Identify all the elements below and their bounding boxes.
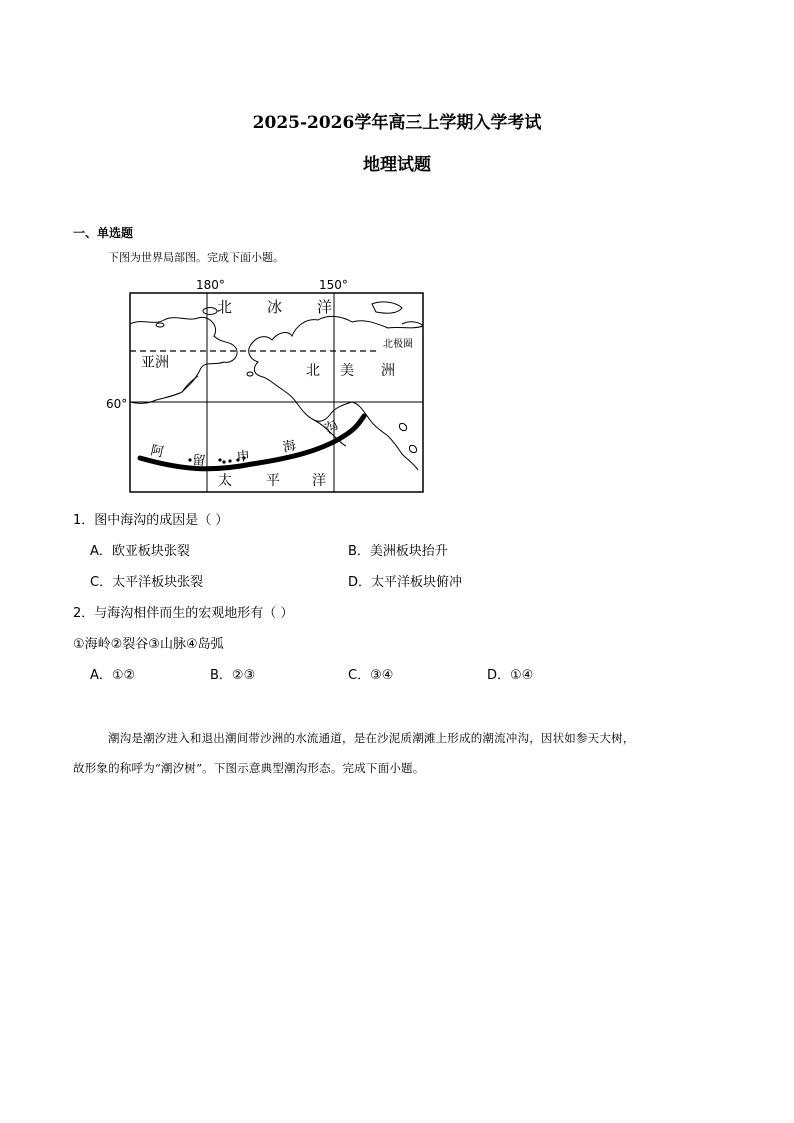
label-trench-1: 阿 [149,443,166,461]
label-north-america-1: 北 [306,363,320,379]
label-lon-180: 180° [196,278,225,292]
q1-stem: 1．图中海沟的成因是（ ） [73,513,229,528]
q2-choices: ①海岭②裂谷③山脉④岛弧 [73,637,224,652]
label-arctic-ocean-1: 北 [217,298,233,316]
exam-title: 2025-2026学年高三上学期入学考试 [252,113,542,133]
label-arctic-ocean-2: 冰 [267,298,283,316]
passage-line-2: 故形象的称呼为“潮汐树”。下图示意典型潮沟形态。完成下面小题。 [73,761,425,775]
label-arctic-ocean-3: 洋 [317,298,333,316]
q2-option-d[interactable]: D．①④ [487,668,534,683]
passage-line-1: 潮沟是潮汐进入和退出潮间带沙洲的水流通道，是在沙泥质潮滩上形成的潮流冲沟，因状如参天大树， [108,731,635,745]
label-trench-3: 申 [236,449,251,465]
label-arctic-circle: 北极圈 [383,339,413,350]
label-pacific-3: 洋 [312,473,326,489]
q1-option-c[interactable]: C．太平洋板块张裂 [90,575,204,590]
q2-option-c[interactable]: C．③④ [348,668,394,683]
section-heading: 一、单选题 [73,226,134,240]
aleutian-map [102,274,432,496]
label-pacific-2: 平 [266,473,280,489]
label-asia: 亚洲 [141,355,169,371]
q1-option-a[interactable]: A．欧亚板块张裂 [90,544,190,559]
q2-option-a[interactable]: A．①② [90,668,136,683]
label-north-america-2: 美 [340,363,354,379]
label-lon-150: 150° [319,278,348,292]
label-trench-5: 沟 [322,417,342,438]
q2-option-b[interactable]: B．②③ [210,668,256,683]
q2-stem: 2．与海沟相伴而生的宏观地形有（ ） [73,606,294,621]
section-intro: 下图为世界局部图。完成下面小题。 [108,251,284,264]
q1-option-b[interactable]: B．美洲板块抬升 [348,544,448,559]
label-pacific-1: 太 [218,473,232,489]
label-trench-4: 海 [281,438,298,456]
q1-option-d[interactable]: D．太平洋板块俯冲 [348,575,463,590]
label-trench-2: 留 [191,453,207,470]
exam-subtitle: 地理试题 [363,155,431,175]
label-north-america-3: 洲 [381,363,395,379]
label-lat-60: 60° [106,397,128,411]
